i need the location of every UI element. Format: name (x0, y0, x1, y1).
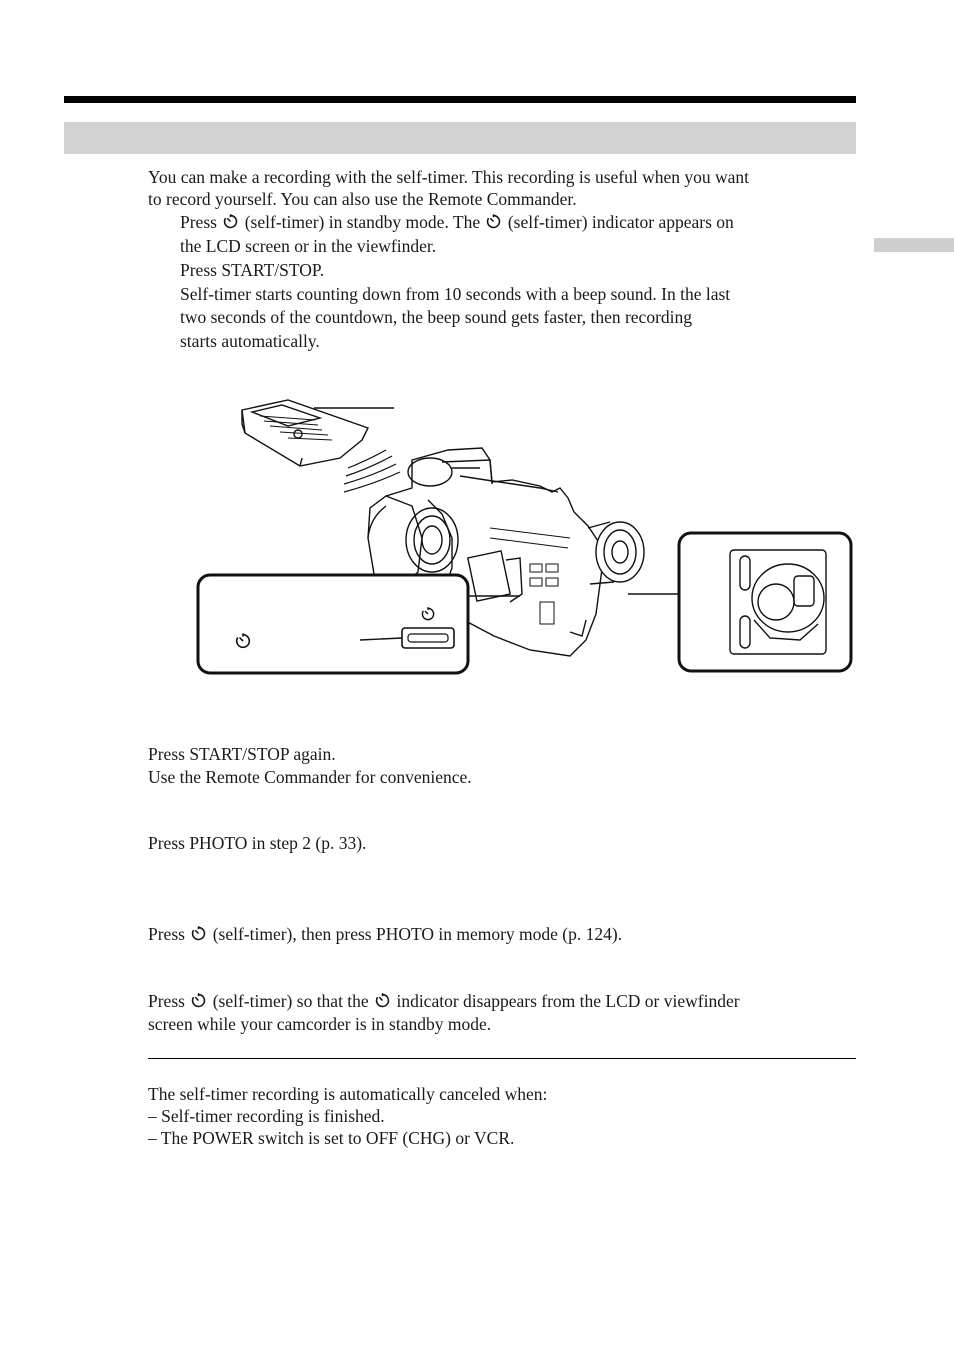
note-divider (148, 1058, 856, 1059)
self-timer-icon (485, 213, 502, 230)
self-timer-icon (222, 213, 239, 230)
intro-paragraph (148, 167, 749, 210)
remote-commander (242, 400, 394, 466)
cancel-mid: (self-timer) so that the (212, 991, 369, 1011)
section-heading-band (64, 122, 856, 154)
top-rule (64, 96, 856, 103)
note-line-3: – The POWER switch is set to OFF (CHG) or VCR. (148, 1128, 515, 1148)
cancel-line-1 (148, 990, 740, 1013)
memory-pre: Press (148, 924, 185, 944)
step-1-post: (self-timer) indicator appears on (507, 212, 734, 232)
step-1-line-2: the LCD screen or in the viewfinder. (180, 236, 437, 256)
step-1-line-1 (180, 211, 734, 234)
chapter-side-tab (874, 238, 954, 252)
step-1-pre: Press (180, 212, 217, 232)
memory-post: (self-timer), then press PHOTO in memory mode (p. 124). (212, 924, 623, 944)
self-timer-icon (190, 925, 207, 942)
stop-line-2: Use the Remote Commander for convenience. (148, 767, 472, 787)
step-3-line-3: starts automatically. (180, 331, 320, 351)
intro-line-1: You can make a recording with the self-timer. This recording is useful when you want (148, 167, 750, 187)
cancel-post: indicator disappears from the LCD or viewfinder (396, 991, 740, 1011)
power-switch-callout (679, 533, 851, 671)
step-3-line-2: two seconds of the countdown, the beep sound gets faster, then recording (180, 307, 693, 327)
stop-line-1: Press START/STOP again. (148, 744, 336, 764)
self-timer-icon (190, 992, 207, 1009)
self-timer-icon (374, 992, 391, 1009)
cancel-pre: Press (148, 991, 185, 1011)
note-line-1: The self-timer recording is automatically canceled when: (148, 1084, 548, 1104)
signal-waves (344, 450, 400, 492)
photo-instruction: Press PHOTO in step 2 (p. 33). (148, 833, 367, 853)
step-3-line-1: Self-timer starts counting down from 10 seconds with a beep sound. In the last (180, 284, 731, 304)
cancel-line-2: screen while your camcorder is in standby mode. (148, 1014, 492, 1034)
step-1-mid: (self-timer) in standby mode. The (244, 212, 481, 232)
memory-instruction (148, 923, 622, 946)
step-2: Press START/STOP. (180, 260, 325, 280)
note-line-2: – Self-timer recording is finished. (148, 1106, 385, 1126)
camcorder-illustration (190, 388, 858, 680)
intro-line-2: to record yourself. You can also use the Remote Commander. (148, 188, 577, 209)
